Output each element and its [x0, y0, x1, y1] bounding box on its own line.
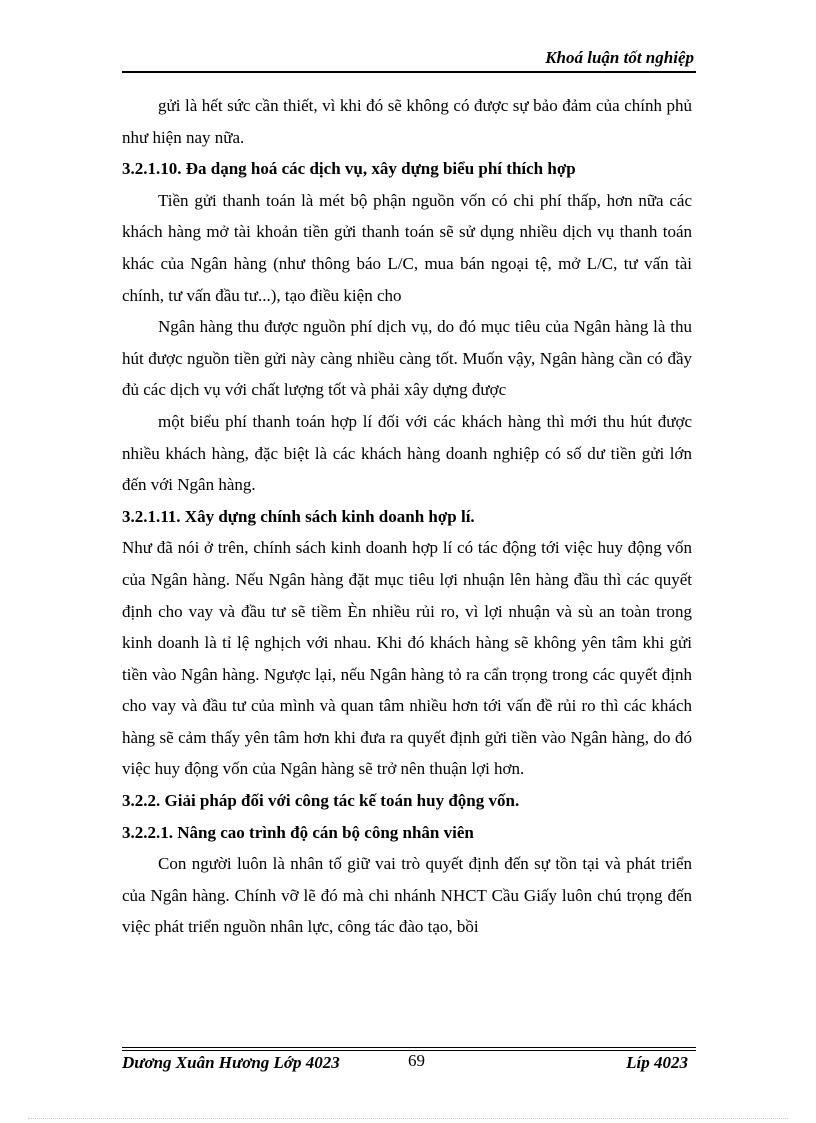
header-title: Khoá luận tốt nghiệp [545, 48, 694, 67]
heading-3-2-2: 3.2.2. Giải pháp đối với công tác kế toán huy động vốn. [122, 791, 520, 811]
page-number: 69 [408, 1051, 425, 1070]
paragraph-6: Con người luôn là nhân tố giữ vai trò quyết định đến sự tồn tại và phát triển của Ngân hàng. Chính vỡ lẽ đó mà chi nhánh NHCT Cầu Giấy luôn chú trọng đến việc phát triển nguồn nhân lực, công tác đào tạo, bồi [122, 854, 692, 937]
paragraph-1: gửi là hết sức cần thiết, vì khi đó sẽ không có được sự bảo đảm của chính phủ như hiện nay nữa. [122, 96, 692, 147]
paragraph-4: một biểu phí thanh toán hợp lí đối với các khách hàng thì mới thu hút được nhiều khách hàng, đặc biệt là các khách hàng doanh nghiệp có số dư tiền gửi lớn đến với Ngân hàng. [122, 411, 692, 495]
footer-rule-top [122, 1047, 696, 1048]
paragraph-5: Như đã nói ở trên, chính sách kinh doanh hợp lí có tác động tới việc huy động vốn của Ngân hàng. Nếu Ngân hàng đặt mục tiêu lợi nhuận lên hàng đầu thì các quyết định cho vay và đầu tư sẽ tiềm Èn nhiều rủi ro, vì lợi nhuận và sù an toàn trong kinh doanh là tỉ lệ nghịch với nhau. Khi đó khách hàng sẽ không yên tâm khi gửi tiền vào Ngân hàng. Ngược lại, nếu Ngân hàng tỏ ra cẩn trọng trong các quyết định cho vay và đầu tư của mình và quan tâm nhiều hơn tới vấn đề rủi ro thì các khách hàng sẽ cảm thấy yên tâm hơn khi đưa ra quyết định gửi tiền vào Ngân hàng, do đó việc huy động vốn của Ngân hàng sẽ trở nên thuận lợi hơn. [122, 538, 692, 779]
page-edge-border [28, 1118, 788, 1119]
body-text [122, 90, 692, 943]
header-rule [122, 71, 696, 73]
paragraph-3: Ngân hàng thu được nguồn phí dịch vụ, do đó mục tiêu của Ngân hàng là thu hút được nguồn tiền gửi này càng nhiều càng tốt. Muốn vậy, Ngân hàng cần có đầy đủ các dịch vụ với chất lượng tốt và phải xây dựng được [122, 317, 692, 400]
paragraph-2: Tiền gửi thanh toán là mét bộ phận nguồn vốn có chi phí thấp, hơn nữa các khách hàng mở tài khoản tiền gửi thanh toán sẽ sử dụng nhiều dịch vụ thanh toán khác của Ngân hàng (như thông báo L/C, mua bán ngoại tệ, mở L/C, tư vấn tài chính, tư vấn đầu tư...), tạo điều kiện cho [122, 190, 692, 305]
heading-3-2-1-11: 3.2.1.11. Xây dựng chính sách kinh doanh hợp lí. [122, 506, 475, 526]
footer-class: Líp 4023 [626, 1053, 688, 1072]
heading-3-2-1-10: 3.2.1.10. Đa dạng hoá các dịch vụ, xây dựng biểu phí thích hợp [122, 159, 576, 179]
heading-3-2-2-1: 3.2.2.1. Nâng cao trình độ cán bộ công nhân viên [122, 822, 474, 842]
footer-author: Dương Xuân Hương Lớp 4023 [122, 1053, 340, 1072]
